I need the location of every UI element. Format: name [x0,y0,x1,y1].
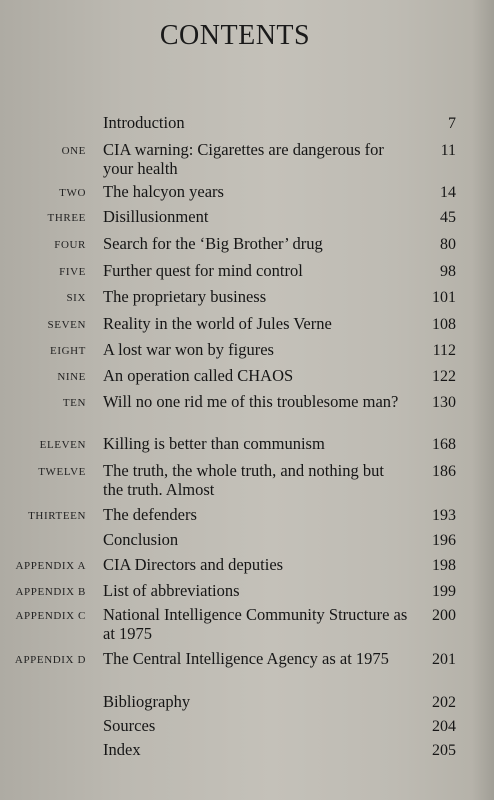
chapter-number: APPENDIX A [15,560,86,572]
chapter-title: CIA warning: Cigarettes are dangerous for your health [103,140,384,178]
chapter-title: CIA Directors and deputies [103,555,284,574]
chapter-number: TWO [59,187,86,199]
chapter-title: A lost war won by figures [103,340,274,359]
page-number: 186 [432,463,456,480]
chapter-title: National Intelligence Community Structure as at 1975 [103,605,408,643]
page-number: 122 [432,368,456,385]
chapter-number: TWELVE [38,466,86,478]
chapter-title: Search for the ‘Big Brother’ drug [103,234,323,253]
page-number: 205 [432,742,456,759]
page-number: 204 [432,718,456,735]
page-number: 168 [432,436,456,453]
chapter-title: Index [103,740,141,759]
chapter-number: NINE [57,371,86,383]
page-number: 112 [432,342,456,359]
page-number: 45 [440,209,456,226]
chapter-number: ELEVEN [39,439,86,451]
page-title: CONTENTS [159,20,311,51]
page-number: 14 [440,184,456,201]
chapter-title: Conclusion [103,530,179,549]
chapter-title: The halcyon years [103,182,224,201]
chapter-title: The truth, the whole truth, and nothing but the truth. Almost [103,461,384,499]
chapter-number: ONE [61,145,86,157]
page-number: 193 [432,507,456,524]
chapter-number: FOUR [54,239,86,251]
page-number: 108 [432,316,456,333]
page-number: 202 [432,694,456,711]
chapter-number: APPENDIX B [15,586,86,598]
chapter-title: The defenders [103,505,197,524]
chapter-title: The Central Intelligence Agency as at 1975 [103,649,389,668]
chapter-number: THIRTEEN [28,510,86,522]
chapter-number: SEVEN [47,319,86,331]
page-number: 98 [440,263,456,280]
chapter-title: Bibliography [103,692,191,711]
page-number: 200 [432,607,456,624]
page-number: 201 [432,651,456,668]
chapter-number: THREE [47,212,86,224]
page-number: 101 [432,289,456,306]
chapter-title: List of abbreviations [103,581,240,600]
page-number: 199 [432,583,456,600]
chapter-title: Reality in the world of Jules Verne [103,314,332,333]
chapter-title: Disillusionment [103,207,209,226]
page-number: 11 [440,142,456,159]
chapter-title: Killing is better than communism [103,434,325,453]
chapter-number: SIX [66,292,86,304]
page-number: 198 [432,557,456,574]
chapter-number: APPENDIX D [14,654,86,666]
chapter-number: FIVE [59,266,86,278]
chapter-number: APPENDIX C [15,610,86,622]
page-number: 80 [440,236,456,253]
chapter-number: TEN [62,397,86,409]
chapter-title: Sources [103,716,156,735]
page-number: 130 [432,394,456,411]
chapter-title: Will no one rid me of this troublesome man? [103,392,399,411]
chapter-title: An operation called CHAOS [103,366,294,385]
page-number: 196 [432,532,456,549]
chapter-title: Introduction [103,113,185,132]
chapter-title: The proprietary business [103,287,267,306]
page-number: 7 [448,115,456,132]
chapter-number: EIGHT [50,345,86,357]
chapter-title: Further quest for mind control [103,261,303,280]
